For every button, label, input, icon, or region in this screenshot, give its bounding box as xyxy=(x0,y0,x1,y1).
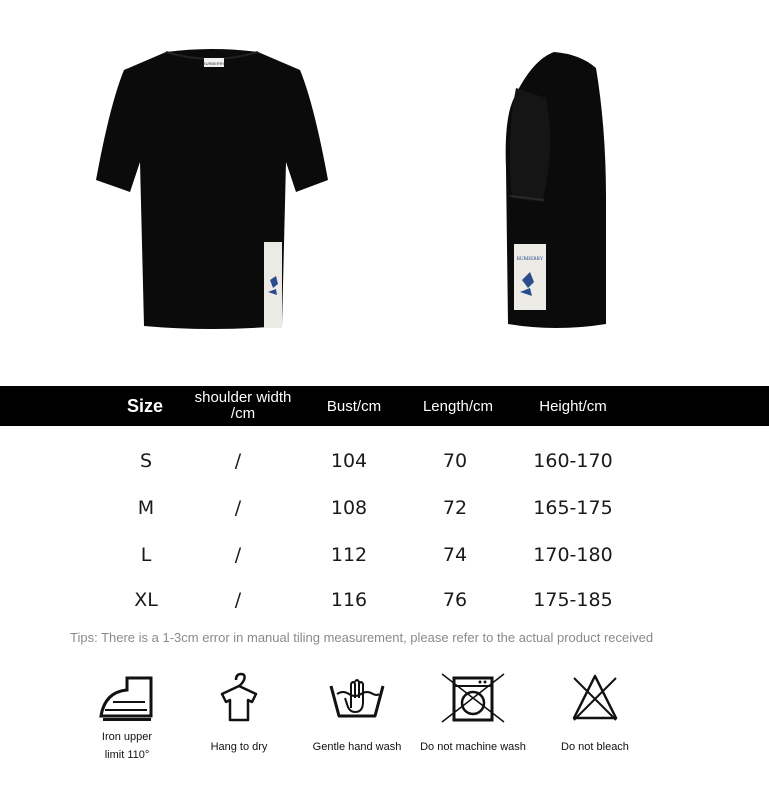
cell-size: M xyxy=(137,497,155,519)
header-height: Height/cm xyxy=(539,397,607,415)
care-item-no-machine-wash xyxy=(418,672,528,756)
header-shoulder-width xyxy=(178,386,308,426)
hanger-icon xyxy=(214,672,264,724)
table-row xyxy=(0,493,769,523)
header-bust: Bust/cm xyxy=(326,397,382,415)
care-label: Do not machine wash xyxy=(420,741,526,753)
cell-bust: 116 xyxy=(330,589,368,611)
care-item-iron xyxy=(72,672,182,764)
iron-icon xyxy=(97,672,157,722)
cell-height: 170-180 xyxy=(533,544,613,566)
care-item-hand-wash xyxy=(302,672,412,756)
cell-size: L xyxy=(140,544,152,566)
care-item-no-bleach xyxy=(540,672,650,756)
header-shoulder-line2: /cm xyxy=(230,405,256,422)
tshirt-side-image xyxy=(496,48,616,334)
header-size: Size xyxy=(126,395,164,416)
care-label-line2: limit 110° xyxy=(104,749,150,761)
care-label: Hang to dry xyxy=(210,741,268,753)
header-length: Length/cm xyxy=(422,397,494,415)
no-machine-wash-icon xyxy=(440,672,506,724)
cell-height: 160-170 xyxy=(533,450,613,472)
hand-wash-icon xyxy=(327,672,387,724)
cell-height: 165-175 xyxy=(533,497,613,519)
cell-length: 70 xyxy=(442,450,468,472)
care-label xyxy=(72,728,182,764)
cell-shoulder: / xyxy=(234,497,242,519)
side-patch-text: BURBERRY xyxy=(516,257,544,262)
table-row xyxy=(0,446,769,476)
cell-length: 74 xyxy=(442,544,468,566)
cell-length: 72 xyxy=(442,497,468,519)
cell-size: XL xyxy=(134,589,158,611)
neck-label-text: BURBERRY xyxy=(202,61,226,66)
cell-shoulder: / xyxy=(234,544,242,566)
cell-bust: 108 xyxy=(330,497,368,519)
table-row xyxy=(0,585,769,615)
cell-shoulder: / xyxy=(234,450,242,472)
cell-bust: 112 xyxy=(330,544,368,566)
cell-bust: 104 xyxy=(330,450,368,472)
cell-size: S xyxy=(139,450,153,472)
measurement-tip: Tips: There is a 1-3cm error in manual tiling measurement, please refer to the actual product received xyxy=(70,630,654,645)
no-bleach-icon xyxy=(570,672,620,724)
tshirt-front-image xyxy=(92,44,332,334)
care-label: Do not bleach xyxy=(561,741,629,753)
size-table-header xyxy=(0,386,769,426)
care-item-hang-dry xyxy=(184,672,294,756)
table-row xyxy=(0,540,769,570)
cell-shoulder: / xyxy=(234,589,242,611)
care-label-line1: Iron upper xyxy=(101,731,153,743)
care-label: Gentle hand wash xyxy=(312,741,402,753)
cell-height: 175-185 xyxy=(533,589,613,611)
cell-length: 76 xyxy=(442,589,468,611)
header-shoulder-line1: shoulder width xyxy=(194,389,292,406)
